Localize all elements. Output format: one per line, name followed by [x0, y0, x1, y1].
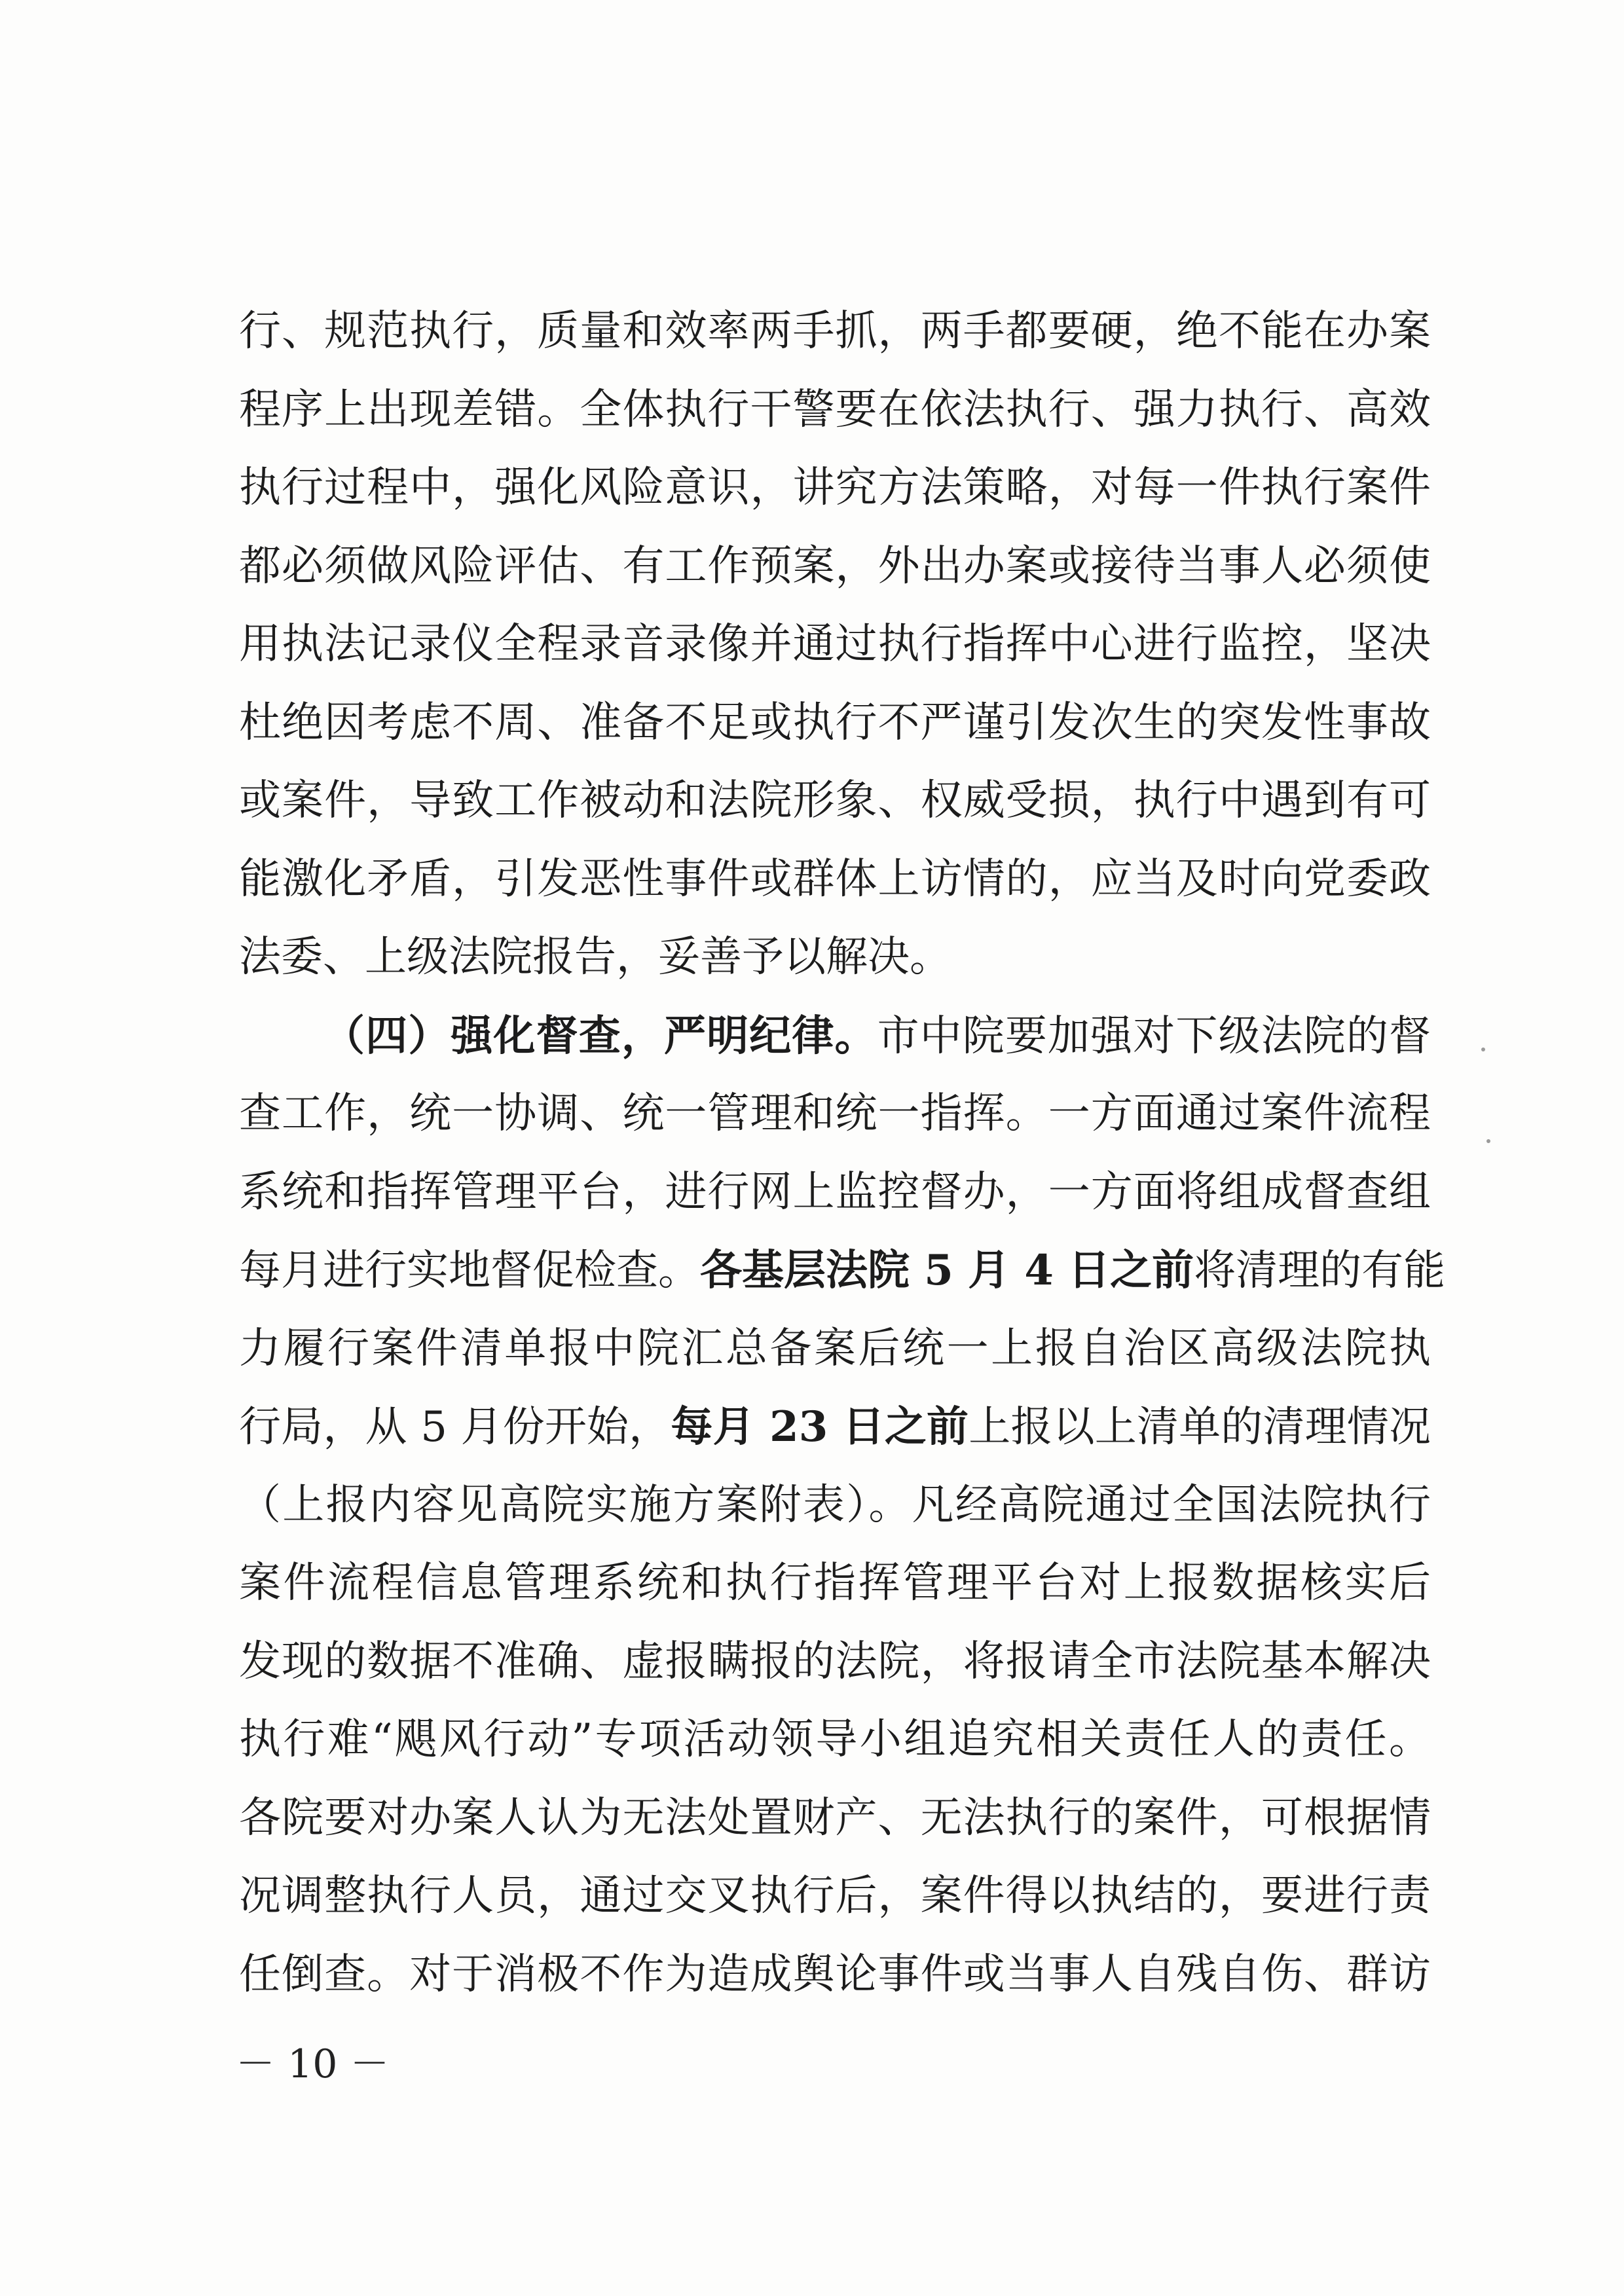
text-line: 能激化矛盾，引发恶性事件或群体上访情的，应当及时向党委政 — [239, 854, 1431, 903]
text-line: 执行难“飓风行动”专项活动领导小组追究相关责任人的责任。 — [239, 1715, 1431, 1764]
text-span: 上报以上清单的清理情况 — [969, 1403, 1431, 1451]
text-line: 执行过程中，强化风险意识，讲究方法策略，对每一件执行案件 — [239, 464, 1431, 512]
text-span: 行局，从 5 月份开始， — [239, 1403, 671, 1451]
text-line: （上报内容见高院实施方案附表）。凡经高院通过全国法院执行 — [239, 1480, 1431, 1529]
text-span: 每月进行实地督促检查。 — [239, 1247, 700, 1295]
text-line: 任倒查。对于消极不作为造成舆论事件或当事人自残自伤、群访 — [239, 1950, 1431, 1999]
deadline-emphasis: 各基层法院 5 月 4 日之前 — [700, 1246, 1194, 1295]
deadline-emphasis: 每月 23 日之前 — [671, 1402, 969, 1451]
section-heading: （四）强化督查，严明纪律。 — [323, 1011, 877, 1061]
document-body — [239, 293, 1446, 2014]
text-line: 杜绝因考虑不周、准备不足或执行不严谨引发次生的突发性事故 — [239, 698, 1431, 747]
text-line — [239, 1388, 1431, 1467]
text-line: 用执法记录仪全程录音录像并通过执行指挥中心进行监控，坚决 — [239, 620, 1431, 668]
text-span: 将清理的有能 — [1194, 1247, 1446, 1295]
text-line: 各院要对办案人认为无法处置财产、无法执行的案件，可根据情 — [239, 1793, 1431, 1842]
text-line: 行、规范执行，质量和效率两手抓，两手都要硬，绝不能在办案 — [239, 307, 1431, 355]
text-line: 或案件，导致工作被动和法院形象、权威受损，执行中遇到有可 — [239, 776, 1431, 825]
text-line: 案件流程信息管理系统和执行指挥管理平台对上报数据核实后 — [239, 1559, 1431, 1607]
text-line: 况调整执行人员，通过交叉执行后，案件得以执结的，要进行责 — [239, 1872, 1431, 1920]
text-line: 发现的数据不准确、虚报瞒报的法院，将报请全市法院基本解决 — [239, 1637, 1431, 1686]
text-line: 法委、上级法院报告，妥善予以解决。 — [239, 933, 951, 981]
scan-speck — [1486, 1139, 1490, 1143]
section-heading-line — [239, 997, 1431, 1076]
page-number: － 10 － — [236, 2041, 390, 2087]
text-line: 查工作，统一协调、统一管理和统一指挥。一方面通过案件流程 — [239, 1089, 1431, 1138]
text-span: 市中院要加强对下级法院的督 — [877, 1011, 1431, 1061]
text-line: 系统和指挥管理平台，进行网上监控督办，一方面将组成督查组 — [239, 1167, 1431, 1216]
text-line: 力履行案件清单报中院汇总备案后统一上报自治区高级法院执 — [239, 1324, 1431, 1373]
scan-speck — [1481, 1048, 1485, 1051]
text-line: 程序上出现差错。全体执行干警要在依法执行、强力执行、高效 — [239, 385, 1431, 434]
text-line — [239, 1231, 1446, 1310]
text-line: 都必须做风险评估、有工作预案，外出办案或接待当事人必须使 — [239, 541, 1431, 591]
